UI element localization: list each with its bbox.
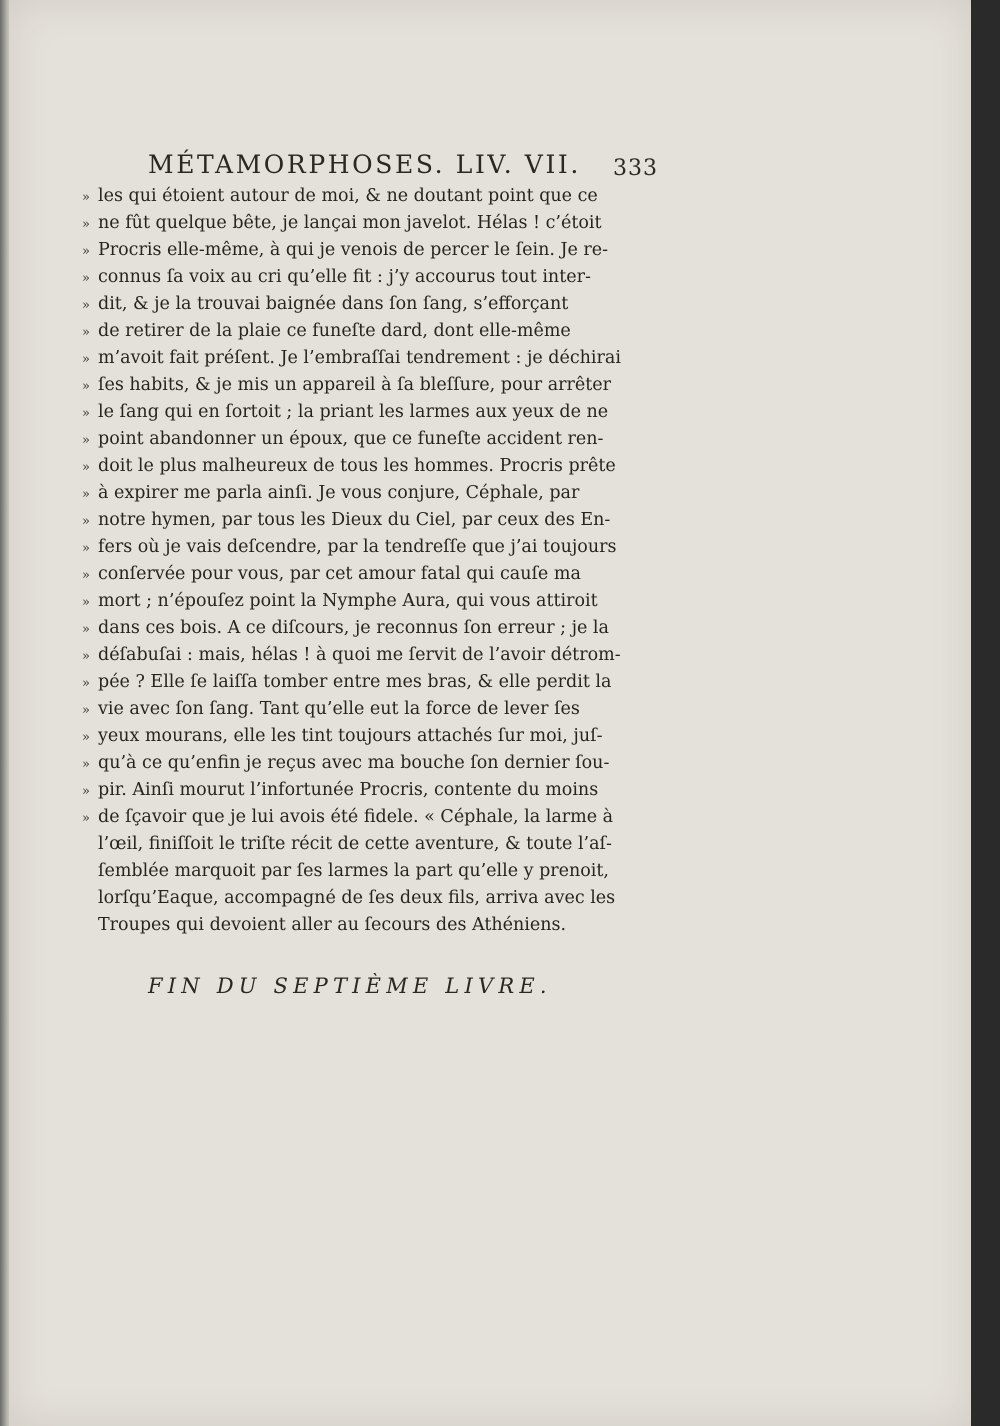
body-text <box>82 183 662 939</box>
line-text: conſervée pour vous, par cet amour fatal qui cauſe ma <box>98 564 581 584</box>
quote-mark: » <box>82 541 90 556</box>
text-line <box>82 669 662 696</box>
text-line <box>82 237 662 264</box>
quote-mark: » <box>82 325 90 340</box>
text-line <box>82 480 662 507</box>
scan-background <box>971 0 1000 1426</box>
text-line <box>82 588 662 615</box>
quote-mark: » <box>82 703 90 718</box>
line-text: pée ? Elle ſe laiſſa tomber entre mes bras, & elle perdit la <box>98 672 612 692</box>
line-text: yeux mourans, elle les tint toujours attachés ſur moi, juſ- <box>98 726 603 746</box>
line-text: point abandonner un époux, que ce funeſte accident ren- <box>98 429 604 449</box>
text-line <box>82 534 662 561</box>
text-line <box>82 210 662 237</box>
quote-mark: » <box>82 784 90 799</box>
line-text: Troupes qui devoient aller au ſecours des Athéniens. <box>98 915 567 935</box>
quote-mark: » <box>82 406 90 421</box>
line-text: doit le plus malheureux de tous les hommes. Procris prête <box>98 456 616 476</box>
text-line <box>82 777 662 804</box>
quote-mark: » <box>82 460 90 475</box>
line-text: fers où je vais deſcendre, par la tendreſſe que j’ai toujours <box>98 537 617 557</box>
quote-mark: » <box>82 298 90 313</box>
quote-mark: » <box>82 487 90 502</box>
line-text: déſabuſai : mais, hélas ! à quoi me ſervit de l’avoir détrom- <box>98 645 621 665</box>
line-text: mort ; n’épouſez point la Nymphe Aura, qui vous attiroit <box>98 591 598 611</box>
line-text: dans ces bois. A ce diſcours, je reconnus ſon erreur ; je la <box>98 618 609 638</box>
quote-mark: » <box>82 676 90 691</box>
text-line <box>82 291 662 318</box>
quote-mark: » <box>82 568 90 583</box>
text-line <box>82 507 662 534</box>
quote-mark: » <box>82 379 90 394</box>
text-line <box>82 885 662 912</box>
quote-mark: » <box>82 595 90 610</box>
running-head: MÉTAMORPHOSES. LIV. VII. <box>148 150 581 179</box>
quote-mark: » <box>82 730 90 745</box>
line-text: qu’à ce qu’enfin je reçus avec ma bouche ſon dernier ſou- <box>98 753 610 773</box>
text-line <box>82 831 662 858</box>
text-line <box>82 642 662 669</box>
quote-mark: » <box>82 433 90 448</box>
line-text: pir. Ainſi mourut l’infortunée Procris, contente du moins <box>98 780 599 800</box>
text-line <box>82 264 662 291</box>
line-text: notre hymen, par tous les Dieux du Ciel, par ceux des En- <box>98 510 611 530</box>
quote-mark: » <box>82 514 90 529</box>
text-line <box>82 372 662 399</box>
text-line <box>82 426 662 453</box>
line-text: dit, & je la trouvai baignée dans ſon ſang, s’efforçant <box>98 294 569 314</box>
text-line <box>82 183 662 210</box>
quote-mark: » <box>82 811 90 826</box>
line-text: vie avec ſon ſang. Tant qu’elle eut la force de lever ſes <box>98 699 580 719</box>
text-line <box>82 453 662 480</box>
line-text: lorſqu’Eaque, accompagné de ſes deux fils, arriva avec les <box>98 888 616 908</box>
line-text: l’œil, finiſſoit le triſte récit de cette aventure, & toute l’aſ- <box>98 834 612 854</box>
page-number: 333 <box>613 156 658 181</box>
quote-mark: » <box>82 622 90 637</box>
quote-mark: » <box>82 244 90 259</box>
line-text: de ſçavoir que je lui avois été fidele. « Céphale, la larme à <box>98 807 614 827</box>
text-line <box>82 858 662 885</box>
text-line <box>82 804 662 831</box>
book-end-line: FIN DU SEPTIÈME LIVRE. <box>148 974 552 998</box>
line-text: m’avoit fait préſent. Je l’embraſſai tendrement : je déchirai <box>98 348 621 368</box>
quote-mark: » <box>82 190 90 205</box>
line-text: ſes habits, & je mis un appareil à ſa bleſſure, pour arrêter <box>98 375 612 395</box>
line-text: ſemblée marquoit par ſes larmes la part qu’elle y prenoit, <box>98 861 609 881</box>
text-line <box>82 345 662 372</box>
quote-mark: » <box>82 352 90 367</box>
quote-mark: » <box>82 271 90 286</box>
line-text: ne fût quelque bête, je lançai mon javelot. Hélas ! c’étoit <box>98 213 602 233</box>
quote-mark: » <box>82 649 90 664</box>
text-line <box>82 723 662 750</box>
line-text: le ſang qui en ſortoit ; la priant les larmes aux yeux de ne <box>98 402 609 422</box>
text-line <box>82 750 662 777</box>
text-line <box>82 912 662 939</box>
line-text: de retirer de la plaie ce funeſte dard, dont elle-même <box>98 321 571 341</box>
line-text: Procris elle-même, à qui je venois de percer le ſein. Je re- <box>98 240 609 260</box>
text-line <box>82 696 662 723</box>
quote-mark: » <box>82 757 90 772</box>
text-line <box>82 399 662 426</box>
page-header <box>148 150 658 184</box>
quote-mark: » <box>82 217 90 232</box>
text-line <box>82 561 662 588</box>
line-text: connus ſa voix au cri qu’elle fit : j’y accourus tout inter- <box>98 267 591 287</box>
line-text: les qui étoient autour de moi, & ne doutant point que ce <box>98 186 598 206</box>
text-line <box>82 318 662 345</box>
line-text: à expirer me parla ainſi. Je vous conjure, Céphale, par <box>98 483 580 503</box>
text-line <box>82 615 662 642</box>
